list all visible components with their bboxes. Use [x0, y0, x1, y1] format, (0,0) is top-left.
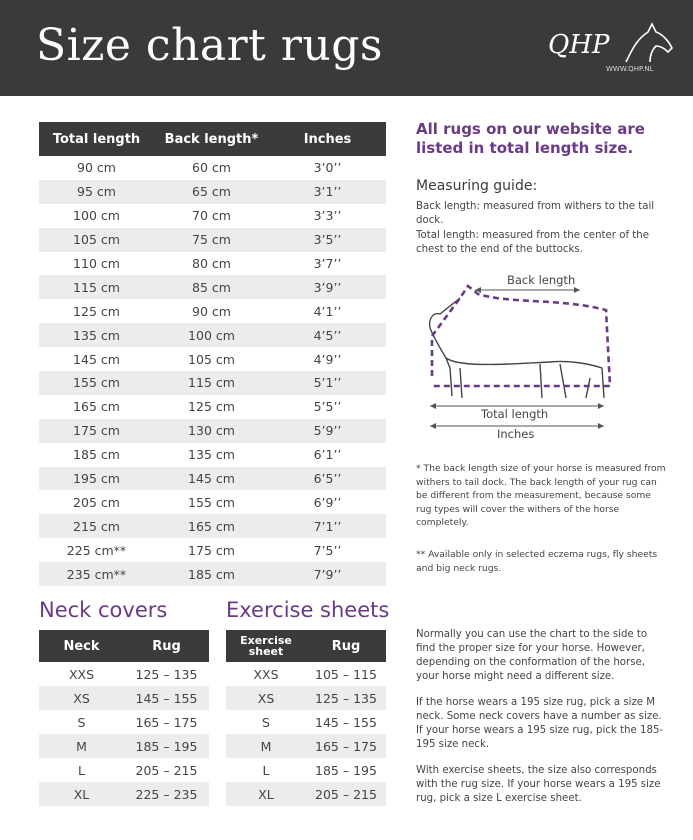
table-cell-rug: 145 – 155: [124, 686, 209, 710]
table-cell-inches: 4’9’’: [269, 347, 386, 371]
logo-url: WWW.QHP.NL: [606, 65, 654, 73]
table-row: [226, 710, 386, 734]
table-header-row: [39, 122, 386, 156]
table-row: [39, 347, 386, 371]
table-cell-inches: 5’1’’: [269, 371, 386, 395]
table-row: [39, 299, 386, 323]
table-cell-inches: 3’1’’: [269, 180, 386, 204]
table-row: [226, 734, 386, 758]
horse-head-icon: [618, 20, 678, 68]
table-cell-inches: 3’9’’: [269, 275, 386, 299]
table-cell-inches: 6’1’’: [269, 443, 386, 467]
table-row: [39, 662, 209, 686]
exercise-sheets-title: Exercise sheets: [226, 598, 390, 622]
table-cell-exercise-sheet: XXS: [226, 662, 306, 686]
table-cell-inches: 6’5’’: [269, 467, 386, 491]
table-row: [39, 204, 386, 228]
table-cell-back-length: 80 cm: [154, 252, 269, 276]
column-header-exercise-sheet: Exercise sheet: [226, 630, 306, 662]
table-row: [39, 371, 386, 395]
table-row: [39, 228, 386, 252]
table-cell-rug: 185 – 195: [124, 734, 209, 758]
table-cell-back-length: 185 cm: [154, 562, 269, 586]
table-cell-back-length: 85 cm: [154, 275, 269, 299]
footnote-availability: ** Available only in selected eczema rugs, fly sheets and big neck rugs.: [416, 549, 658, 574]
table-row: [39, 156, 386, 180]
table-cell-back-length: 125 cm: [154, 395, 269, 419]
table-cell-back-length: 175 cm: [154, 538, 269, 562]
table-cell-exercise-sheet: XS: [226, 686, 306, 710]
table-cell-total-length: 100 cm: [39, 204, 154, 228]
table-row: [39, 443, 386, 467]
table-cell-back-length: 130 cm: [154, 419, 269, 443]
table-cell-rug: 205 – 215: [306, 782, 386, 806]
info-heading: All rugs on our website are listed in total length size.: [416, 120, 645, 157]
table-cell-inches: 3’5’’: [269, 228, 386, 252]
table-row: [226, 686, 386, 710]
table-cell-rug: 185 – 195: [306, 758, 386, 782]
column-header-rug: Rug: [306, 630, 386, 662]
table-row: [39, 782, 209, 806]
table-cell-rug: 225 – 235: [124, 782, 209, 806]
table-cell-inches: 7’5’’: [269, 538, 386, 562]
table-cell-back-length: 100 cm: [154, 323, 269, 347]
table-cell-total-length: 165 cm: [39, 395, 154, 419]
table-cell-exercise-sheet: L: [226, 758, 306, 782]
table-cell-rug: 165 – 175: [306, 734, 386, 758]
table-cell-exercise-sheet: M: [226, 734, 306, 758]
table-row: [39, 275, 386, 299]
table-cell-back-length: 165 cm: [154, 514, 269, 538]
table-cell-rug: 105 – 115: [306, 662, 386, 686]
table-cell-total-length: 115 cm: [39, 275, 154, 299]
table-row: [39, 252, 386, 276]
table-row: [39, 490, 386, 514]
table-cell-total-length: 90 cm: [39, 156, 154, 180]
table-cell-exercise-sheet: XL: [226, 782, 306, 806]
table-cell-back-length: 115 cm: [154, 371, 269, 395]
table-cell-inches: 3’3’’: [269, 204, 386, 228]
table-cell-neck: L: [39, 758, 124, 782]
diagram-total-length-label: Total length: [478, 407, 551, 421]
table-cell-neck: XS: [39, 686, 124, 710]
table-row: [39, 419, 386, 443]
table-cell-back-length: 90 cm: [154, 299, 269, 323]
table-cell-total-length: 225 cm**: [39, 538, 154, 562]
footnote-back-length: * The back length size of your horse is measured from withers to tail dock. The back length of your rug can be different from the measurement, because some rug types will cover the withers of the horse completely.: [416, 463, 666, 528]
table-cell-total-length: 175 cm: [39, 419, 154, 443]
info-paragraph-exercise: With exercise sheets, the size also corresponds with the rug size. If your horse wears a 195 size rug, pick a size L exercise sheet.: [416, 765, 661, 804]
table-row: [39, 710, 209, 734]
column-header-back-length: Back length*: [154, 122, 269, 156]
table-cell-rug: 205 – 215: [124, 758, 209, 782]
column-header-rug: Rug: [124, 630, 209, 662]
table-row: [226, 758, 386, 782]
table-cell-back-length: 75 cm: [154, 228, 269, 252]
table-row: [39, 758, 209, 782]
table-cell-neck: XXS: [39, 662, 124, 686]
guide-back-length-text: Back length: measured from withers to the tail dock.: [416, 201, 655, 226]
table-row: [39, 562, 386, 586]
table-row: [39, 180, 386, 204]
column-header-total-length: Total length: [39, 122, 154, 156]
table-cell-inches: 6’9’’: [269, 490, 386, 514]
table-cell-neck: S: [39, 710, 124, 734]
neck-covers-table: [39, 630, 209, 806]
exercise-sheets-table: [226, 630, 386, 806]
table-cell-total-length: 205 cm: [39, 490, 154, 514]
table-cell-total-length: 195 cm: [39, 467, 154, 491]
measuring-guide-title: Measuring guide:: [416, 178, 538, 194]
diagram-back-length-label: Back length: [504, 273, 578, 287]
logo-text: QHP: [548, 30, 610, 60]
table-cell-inches: 7’1’’: [269, 514, 386, 538]
page-title: Size chart rugs: [36, 20, 383, 71]
size-chart-table: [39, 122, 386, 586]
table-cell-inches: 3’7’’: [269, 252, 386, 276]
neck-covers-title: Neck covers: [39, 598, 168, 622]
table-cell-inches: 4’5’’: [269, 323, 386, 347]
table-cell-back-length: 135 cm: [154, 443, 269, 467]
info-paragraph-neck: If the horse wears a 195 size rug, pick a size M neck. Some neck covers have a number as size. If your horse wears a 195 size rug, pick the 185-195 size neck.: [416, 697, 664, 750]
table-row: [39, 514, 386, 538]
table-cell-total-length: 215 cm: [39, 514, 154, 538]
table-cell-total-length: 185 cm: [39, 443, 154, 467]
table-cell-exercise-sheet: S: [226, 710, 306, 734]
table-cell-total-length: 105 cm: [39, 228, 154, 252]
table-row: [39, 323, 386, 347]
table-header-row: [226, 630, 386, 662]
table-cell-total-length: 125 cm: [39, 299, 154, 323]
table-cell-back-length: 70 cm: [154, 204, 269, 228]
table-cell-back-length: 155 cm: [154, 490, 269, 514]
diagram-inches-label: Inches: [494, 427, 537, 441]
table-row: [226, 782, 386, 806]
table-cell-neck: M: [39, 734, 124, 758]
info-paragraph-chart: Normally you can use the chart to the side to find the proper size for your horse. However, depending on the conformation of the horse, your horse might need a different size.: [416, 629, 648, 682]
table-cell-back-length: 60 cm: [154, 156, 269, 180]
table-row: [39, 686, 209, 710]
table-cell-inches: 5’9’’: [269, 419, 386, 443]
table-cell-total-length: 235 cm**: [39, 562, 154, 586]
table-cell-total-length: 155 cm: [39, 371, 154, 395]
table-cell-inches: 5’5’’: [269, 395, 386, 419]
table-row: [39, 734, 209, 758]
table-cell-rug: 145 – 155: [306, 710, 386, 734]
qhp-logo: [540, 20, 680, 80]
horse-measurement-diagram: [420, 268, 620, 444]
table-cell-total-length: 95 cm: [39, 180, 154, 204]
table-cell-total-length: 145 cm: [39, 347, 154, 371]
table-cell-neck: XL: [39, 782, 124, 806]
table-cell-total-length: 135 cm: [39, 323, 154, 347]
table-header-row: [39, 630, 209, 662]
table-cell-back-length: 105 cm: [154, 347, 269, 371]
table-cell-rug: 165 – 175: [124, 710, 209, 734]
table-row: [39, 538, 386, 562]
table-cell-total-length: 110 cm: [39, 252, 154, 276]
column-header-inches: Inches: [269, 122, 386, 156]
table-row: [39, 395, 386, 419]
table-cell-rug: 125 – 135: [306, 686, 386, 710]
table-row: [39, 467, 386, 491]
table-row: [226, 662, 386, 686]
table-cell-inches: 4’1’’: [269, 299, 386, 323]
guide-total-length-text: Total length: measured from the center of the chest to the end of the buttocks.: [416, 230, 650, 255]
table-cell-rug: 125 – 135: [124, 662, 209, 686]
table-cell-back-length: 65 cm: [154, 180, 269, 204]
column-header-neck: Neck: [39, 630, 124, 662]
table-cell-inches: 3’0’’: [269, 156, 386, 180]
table-cell-back-length: 145 cm: [154, 467, 269, 491]
header-banner: [0, 0, 693, 96]
table-cell-inches: 7’9’’: [269, 562, 386, 586]
